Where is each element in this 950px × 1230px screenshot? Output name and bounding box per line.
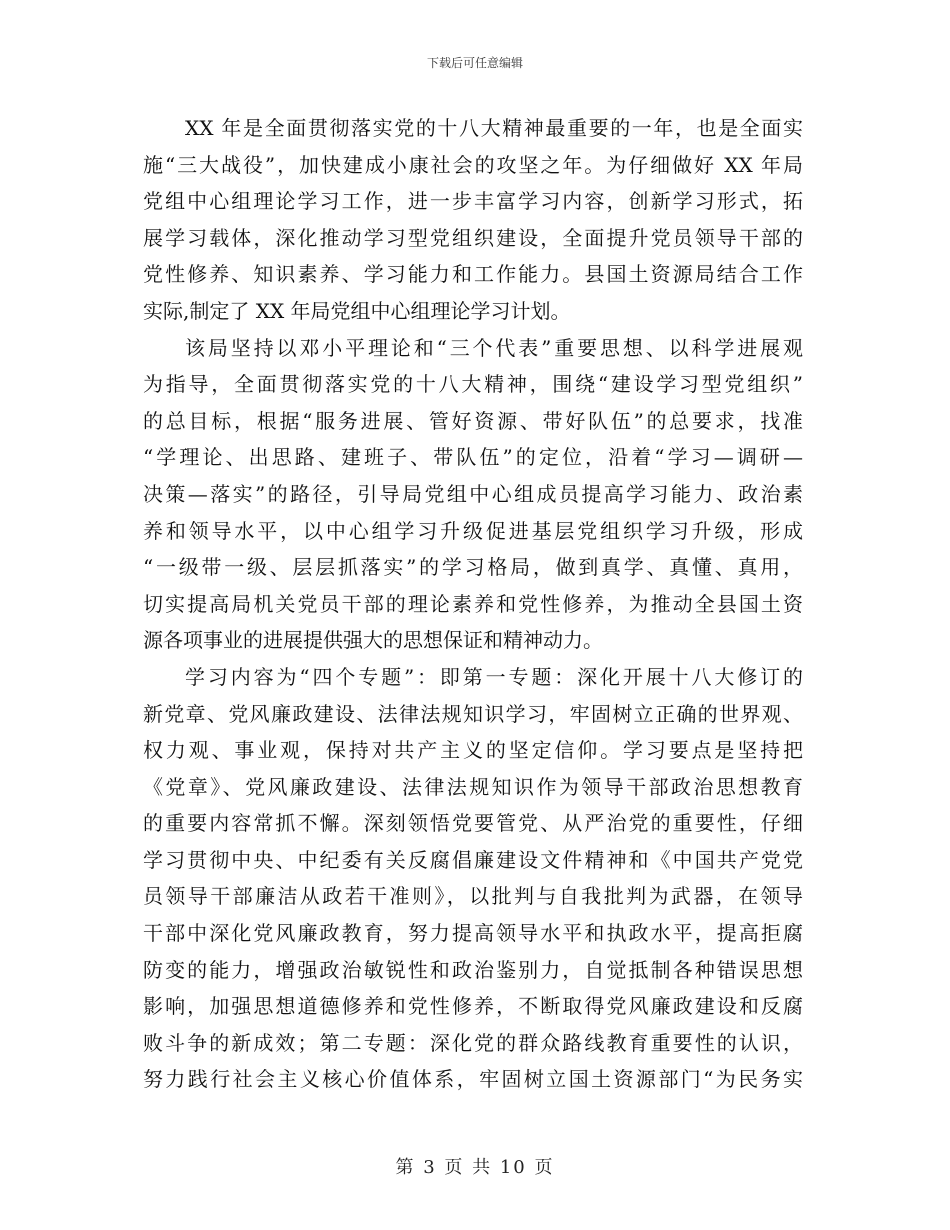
text-line: 《党章》、党风廉政建设、法律法规知识作为领导干部政治思想教育: [143, 774, 803, 799]
text-line: 为指导，全面贯彻落实党的十八大精神，围绕“建设学习型党组织”: [143, 372, 803, 397]
text-line: “学理论、出思路、建班子、带队伍”的定位，沿着“学习—调研—: [143, 445, 803, 470]
paragraph: [143, 110, 803, 330]
text-line: 的重要内容常抓不懈。深刻领悟党要管党、从严治党的重要性，仔细: [143, 811, 803, 836]
text-line: XX 年是全面贯彻落实党的十八大精神最重要的一年，也是全面实: [185, 116, 803, 140]
paragraph: [143, 330, 803, 659]
page-number-footer: 第 3 页 共 10 页: [395, 1157, 555, 1178]
text-line: 党性修养、知识素养、学习能力和工作能力。县国土资源局结合工作: [143, 262, 803, 287]
page-header-note: 下载后可任意编辑: [426, 56, 523, 70]
text-line: 权力观、事业观，保持对共产主义的坚定信仰。学习要点是坚持把: [143, 738, 803, 763]
text-line: 的总目标，根据“服务进展、管好资源、带好队伍”的总要求，找准: [143, 408, 803, 433]
paragraph: [143, 659, 803, 1098]
text-line: 养和领导水平，以中心组学习升级促进基层党组织学习升级，形成: [143, 518, 803, 543]
document-body: [143, 110, 803, 1098]
text-line: 展学习载体，深化推动学习型党组织建设，全面提升党员领导干部的: [143, 225, 803, 250]
text-line: 员领导干部廉洁从政若干准则》，以批判与自我批判为武器，在领导: [143, 884, 803, 909]
text-line: 党组中心组理论学习工作，进一步丰富学习内容，创新学习形式，拓: [143, 189, 803, 214]
text-line: 决策—落实”的路径，引导局党组中心组成员提高学习能力、政治素: [143, 481, 803, 506]
text-line: 努力践行社会主义核心价值体系，牢固树立国土资源部门“为民务实: [143, 1067, 803, 1092]
text-line: 影响，加强思想道德修养和党性修养，不断取得党风廉政建设和反腐: [143, 994, 803, 1019]
text-line: 学习内容为“四个专题”：即第一专题：深化开展十八大修订的: [185, 664, 803, 689]
text-line: 该局坚持以邓小平理论和“三个代表”重要思想、以科学进展观: [185, 335, 803, 360]
text-line: 败斗争的新成效；第二专题：深化党的群众路线教育重要性的认识，: [143, 1030, 803, 1055]
text-line: 新党章、党风廉政建设、法律法规知识学习，牢固树立正确的世界观、: [143, 701, 803, 726]
text-line: 实际,制定了 XX 年局党组中心组理论学习计划。: [143, 298, 571, 323]
text-line: 源各项事业的进展提供强大的思想保证和精神动力。: [143, 628, 603, 653]
text-line: 防变的能力，增强政治敏锐性和政治鉴别力，自觉抵制各种错误思想: [143, 957, 803, 982]
text-line: 学习贯彻中央、中纪委有关反腐倡廉建设文件精神和《中国共产党党: [143, 847, 803, 872]
text-line: 切实提高局机关党员干部的理论素养和党性修养，为推动全县国土资: [143, 591, 803, 616]
text-line: 施“三大战役”，加快建成小康社会的攻坚之年。为仔细做好 XX 年局: [143, 152, 803, 177]
text-line: 干部中深化党风廉政教育，努力提高领导水平和执政水平，提高拒腐: [143, 921, 803, 946]
text-line: “一级带一级、层层抓落实”的学习格局，做到真学、真懂、真用，: [143, 555, 803, 580]
